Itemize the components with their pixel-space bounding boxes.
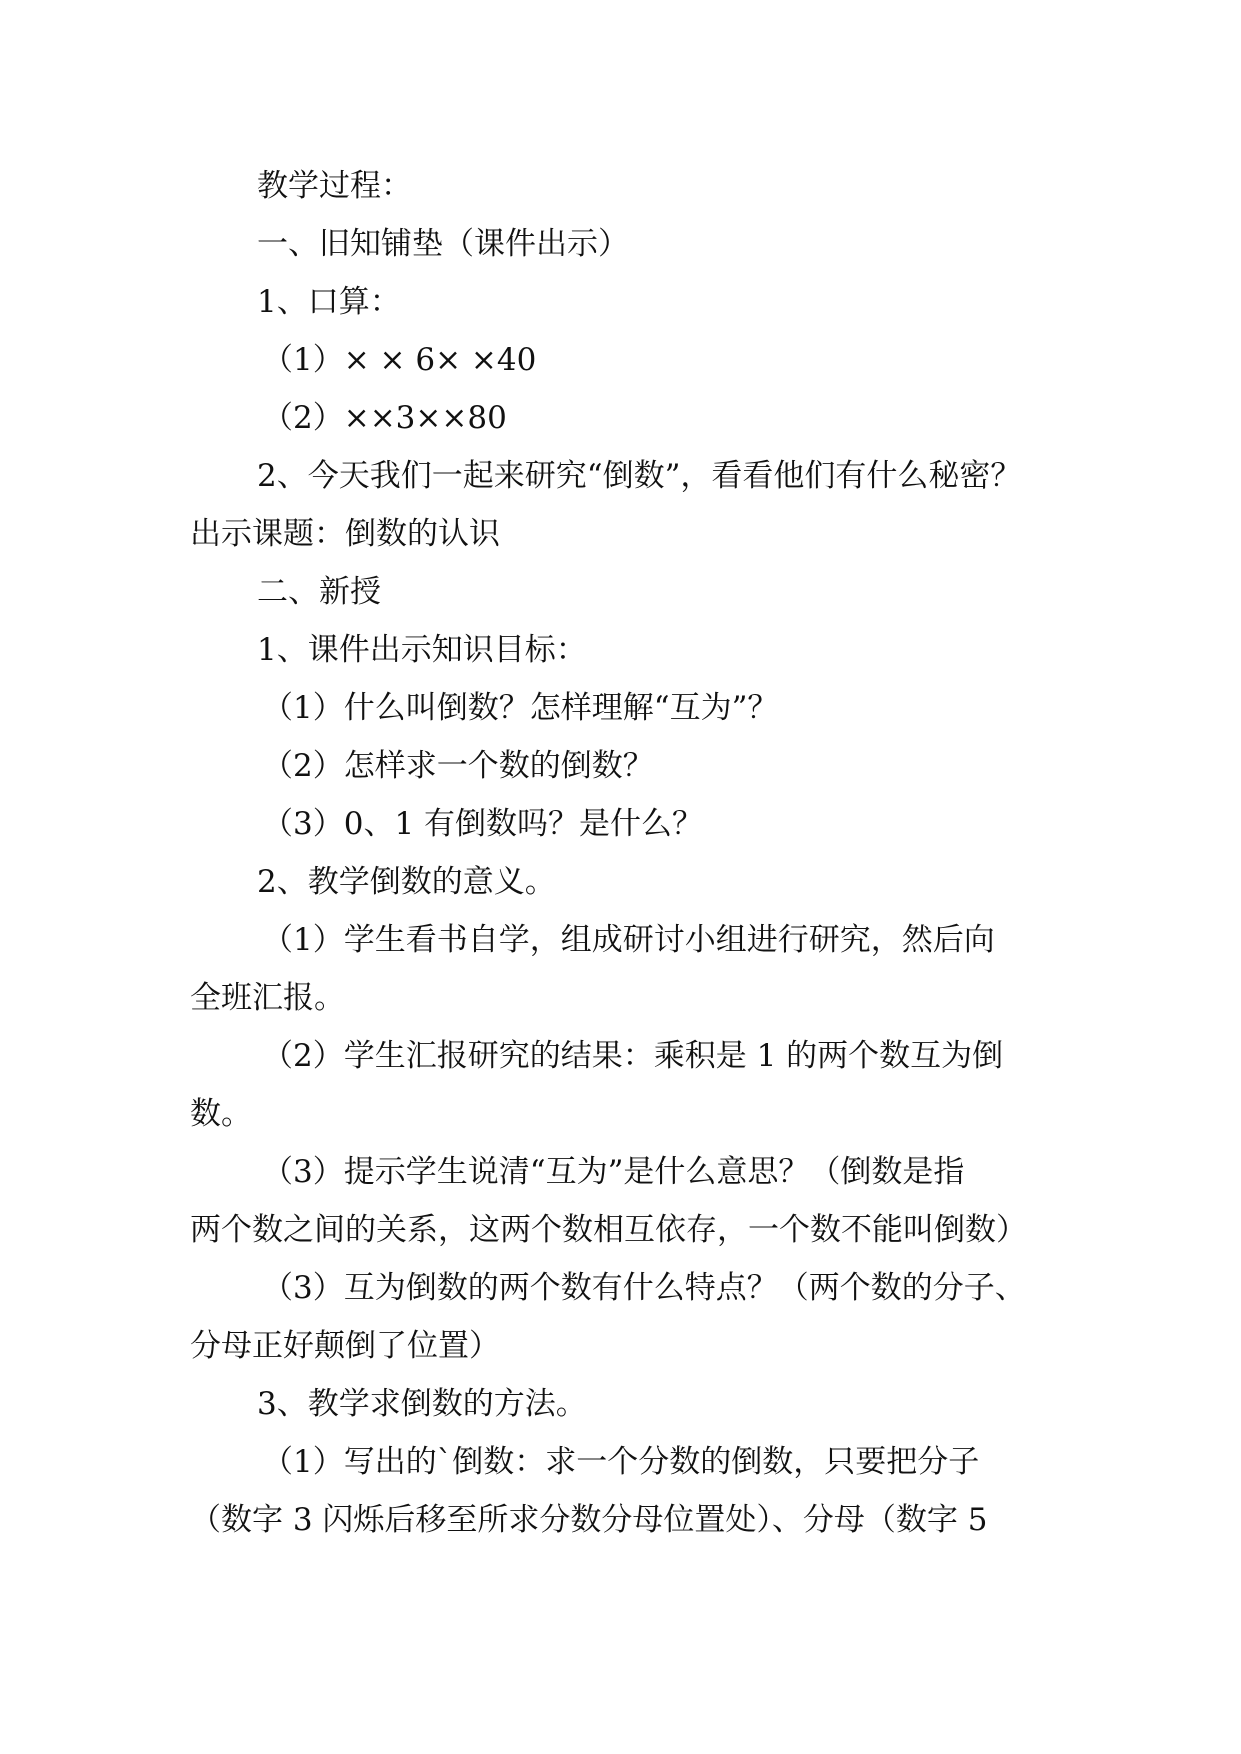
- paragraph-line: （数字 3 闪烁后移至所求分数分母位置处）、分母（数字 5: [190, 1502, 988, 1538]
- paragraph-line: （3）0、1 有倒数吗？是什么？: [262, 806, 704, 842]
- section-heading-review: 一、旧知铺垫（课件出示）: [257, 226, 629, 262]
- paragraph-line: 两个数之间的关系，这两个数相互依存，一个数不能叫倒数）: [190, 1212, 1027, 1248]
- paragraph-line: （2）××3××80: [262, 400, 507, 436]
- paragraph-line: 数。: [190, 1096, 252, 1132]
- paragraph-line: 分母正好颠倒了位置）: [190, 1328, 500, 1364]
- paragraph-line: 1、口算：: [257, 284, 401, 320]
- paragraph-line: （1）学生看书自学，组成研讨小组进行研究，然后向: [262, 922, 995, 958]
- paragraph-line: 全班汇报。: [190, 980, 345, 1016]
- paragraph-line: （1）× × 6× ×40: [262, 342, 537, 378]
- paragraph-line: 3、教学求倒数的方法。: [257, 1386, 587, 1422]
- paragraph-line: （3）互为倒数的两个数有什么特点？（两个数的分子、: [262, 1270, 1026, 1306]
- paragraph-line: 2、今天我们一起来研究“倒数”，看看他们有什么秘密？: [257, 458, 1022, 494]
- paragraph-line: （1）写出的`倒数：求一个分数的倒数，只要把分子: [262, 1444, 980, 1480]
- paragraph-line: （2）学生汇报研究的结果：乘积是 1 的两个数互为倒: [262, 1038, 1004, 1074]
- section-heading-new-lesson: 二、新授: [257, 574, 381, 610]
- paragraph-line: （3）提示学生说清“互为”是什么意思？（倒数是指: [262, 1154, 965, 1190]
- paragraph-line: （1）什么叫倒数？怎样理解“互为”？: [262, 690, 779, 726]
- paragraph-line: （2）怎样求一个数的倒数？: [262, 748, 654, 784]
- paragraph-line: 出示课题：倒数的认识: [190, 516, 500, 552]
- paragraph-line: 1、课件出示知识目标：: [257, 632, 587, 668]
- paragraph-line: 2、教学倒数的意义。: [257, 864, 556, 900]
- section-heading-teaching-process: 教学过程：: [257, 168, 412, 204]
